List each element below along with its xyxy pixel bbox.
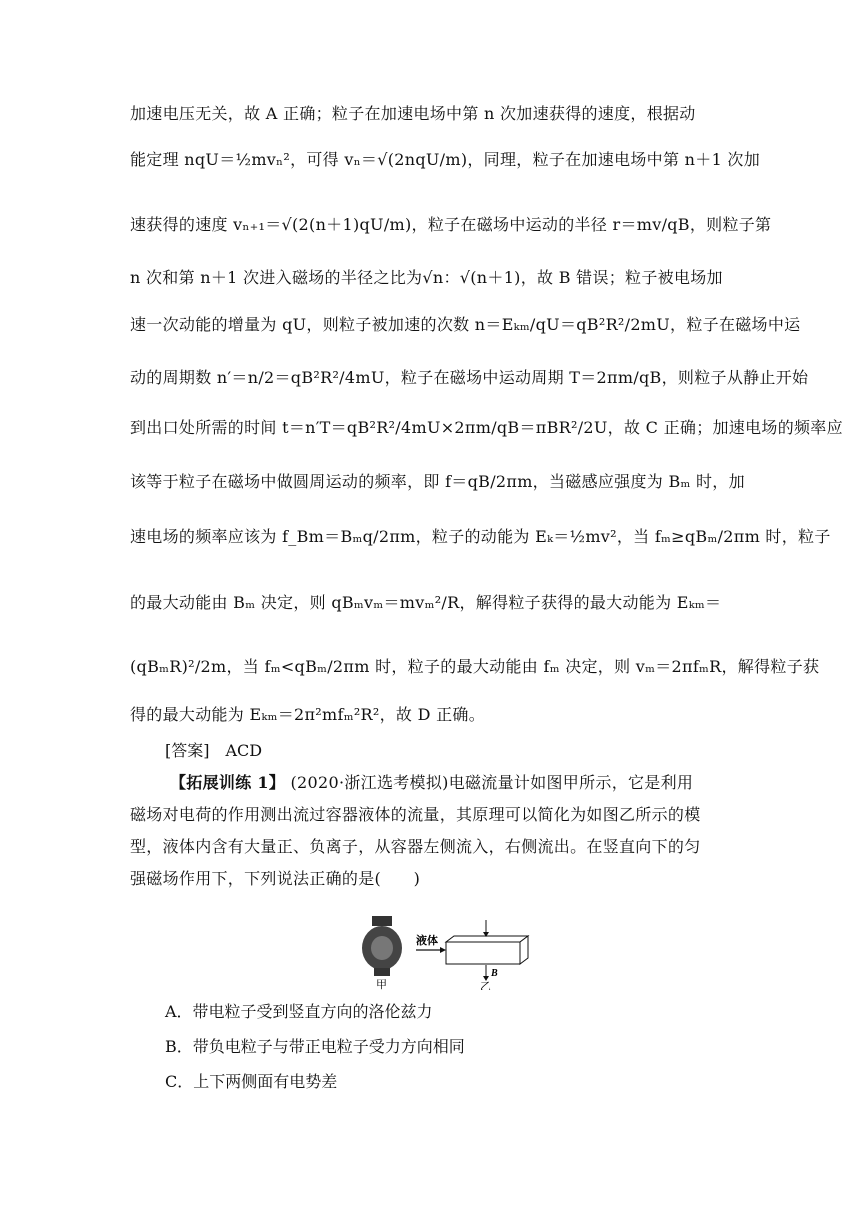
exercise-line-3: 型，液体内含有大量正、负离子，从容器左侧流入，右侧流出。在竖直向下的匀: [130, 837, 701, 856]
device-top: [372, 916, 392, 926]
solution-line-5: 速一次动能的增量为 qU，则粒子被加速的次数 n＝Eₖₘ/qU＝qB²R²/2mU，粒子在磁场中运: [130, 315, 801, 334]
exercise-title: 【拓展训练 1】: [170, 773, 286, 792]
solution-line-12: 得的最大动能为 Eₖₘ＝2π²mfₘ²R²，故 D 正确。: [130, 705, 486, 724]
solution-line-11: (qBₘR)²/2m，当 fₘ<qBₘ/2πm 时，粒子的最大动能由 fₘ 决定，则 vₘ＝2πfₘR，解得粒子获: [130, 657, 820, 676]
caption-yi: 乙: [480, 980, 491, 990]
exercise-line-1: [170, 773, 730, 793]
exercise-source: (2020·浙江选考模拟): [290, 773, 449, 792]
exercise-line-2: 磁场对电荷的作用测出流过容器液体的流量，其原理可以简化为如图乙所示的模: [130, 805, 701, 824]
flowmeter-figure: [360, 910, 530, 990]
exercise-text-1: 电磁流量计如图甲所示，它是利用: [448, 773, 694, 792]
caption-jia: 甲: [376, 978, 387, 990]
solution-line-1: 加速电压无关，故 A 正确；粒子在加速电场中第 n 次加速获得的速度，根据动: [130, 104, 696, 123]
solution-line-6: 动的周期数 n′＝n/2＝qB²R²/4mU，粒子在磁场中运动周期 T＝2πm/qB，则粒子从静止开始: [130, 368, 809, 387]
solution-line-3: 速获得的速度 vₙ₊₁＝√(2(n＋1)qU/m)，粒子在磁场中运动的半径 r＝mv/qB，则粒子第: [130, 215, 772, 234]
solution-line-2: 能定理 nqU＝½mvₙ²，可得 vₙ＝√(2nqU/m)，同理，粒子在加速电场中第 n＋1 次加: [130, 150, 761, 169]
solution-line-4: n 次和第 n＋1 次进入磁场的半径之比为√n：√(n＋1)，故 B 错误；粒子被电场加: [130, 268, 723, 287]
option-c: C．上下两侧面有电势差: [165, 1072, 338, 1091]
solution-line-8: 该等于粒子在磁场中做圆周运动的频率，即 f＝qB/2πm，当磁感应强度为 Bₘ 时，加: [130, 472, 745, 491]
solution-line-10: 的最大动能由 Bₘ 决定，则 qBₘvₘ＝mvₘ²/R，解得粒子获得的最大动能为 Eₖₘ＝: [130, 593, 722, 612]
solution-line-9: 速电场的频率应该为 f_Bm＝Bₘq/2πm，粒子的动能为 Eₖ＝½mv²，当 fₘ≥qBₘ/2πm 时，粒子: [130, 527, 831, 546]
b-label: B: [491, 968, 498, 979]
option-a: A．带电粒子受到竖直方向的洛伦兹力: [165, 1002, 433, 1021]
option-b: B．带负电粒子与带正电粒子受力方向相同: [165, 1037, 465, 1056]
liquid-label: 液体: [416, 935, 438, 947]
solution-line-7: 到出口处所需的时间 t＝n′T＝qB²R²/4mU×2πm/qB＝πBR²/2U，故 C 正确；加速电场的频率应: [130, 418, 843, 437]
flowmeter-diagram: [360, 910, 530, 990]
exercise-line-4: 强磁场作用下，下列说法正确的是( ): [130, 869, 421, 888]
answer: [答案] ACD: [165, 741, 263, 760]
